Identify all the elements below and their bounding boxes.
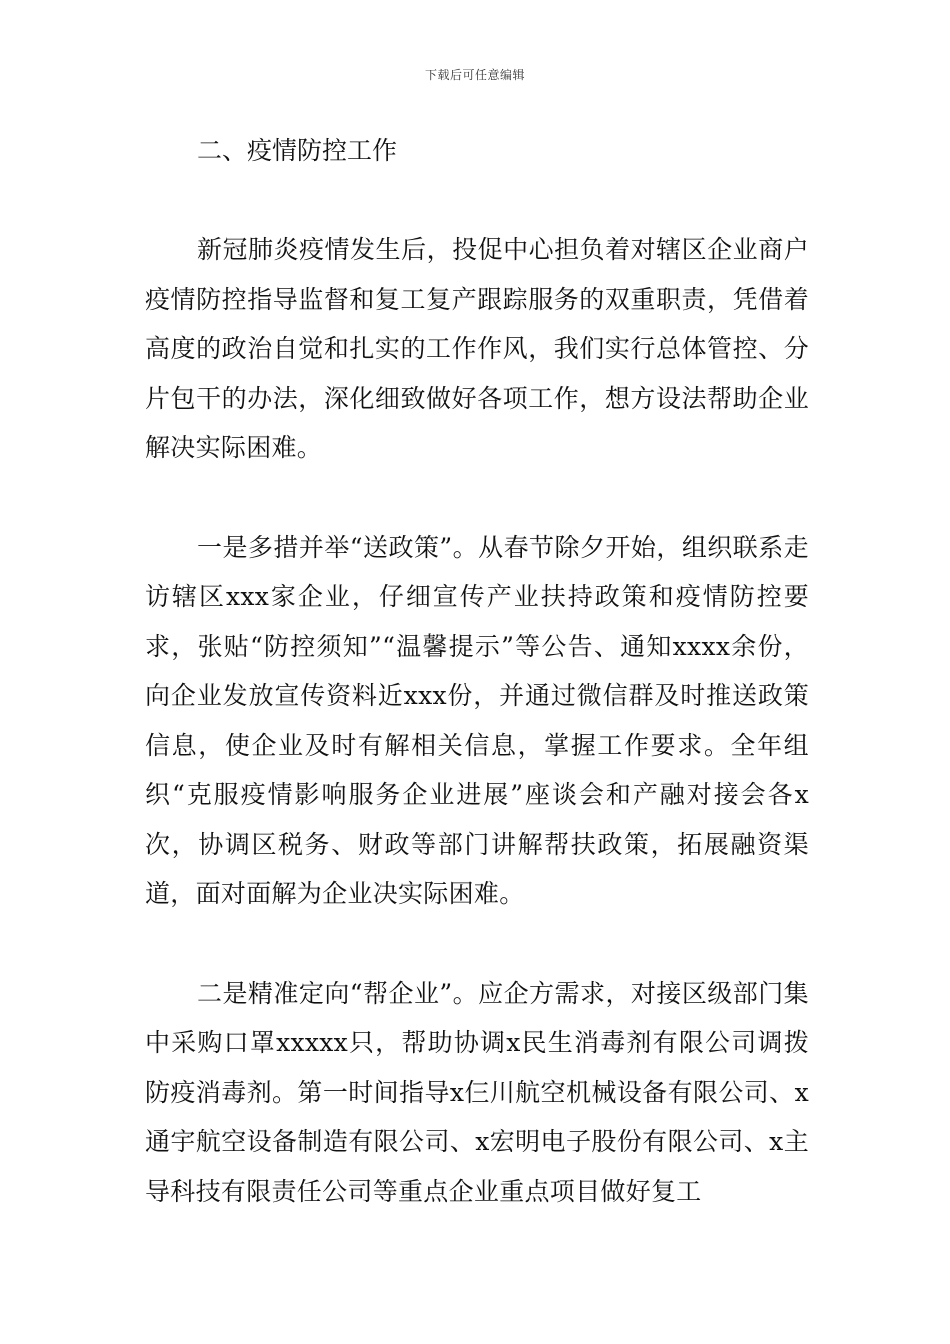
header-note: 下载后可任意编辑 [424,68,525,82]
paragraph-enterprise: 二是精准定向“帮企业”。应企方需求，对接区级部门集中采购口罩xxxxx只，帮助协调x民生消毒剂有限公司调拨防疫消毒剂。第一时间指导x仨川航空机械设备有限公司、x通宇航空设备制造有限公司、x宏明电子股份有限公司、x主导科技有限责任公司等重点企业重点项目做好复工 [145,978,809,1206]
section-heading: 二、疫情防控工作 [197,136,398,165]
paragraph-policy: 一是多措并举“送政策”。从春节除夕开始，组织联系走访辖区xxx家企业，仔细宣传产业扶持政策和疫情防控要求，张贴“防控须知”“温馨提示”等公告、通知xxxx余份，向企业发放宣传资料近xxx份，并通过微信群及时推送政策信息，使企业及时有解相关信息，掌握工作要求。全年组织“克服疫情影响服务企业进展”座谈会和产融对接会各x次，协调区税务、财政等部门讲解帮扶政策，拓展融资渠道，面对面解为企业决实际困难。 [145,532,809,908]
paragraph-intro: 新冠肺炎疫情发生后，投促中心担负着对辖区企业商户疫情防控指导监督和复工复产跟踪服务的双重职责，凭借着高度的政治自觉和扎实的工作作风，我们实行总体管控、分片包干的办法，深化细致做好各项工作，想方设法帮助企业解决实际困难。 [145,235,809,462]
document-body [145,126,809,1216]
